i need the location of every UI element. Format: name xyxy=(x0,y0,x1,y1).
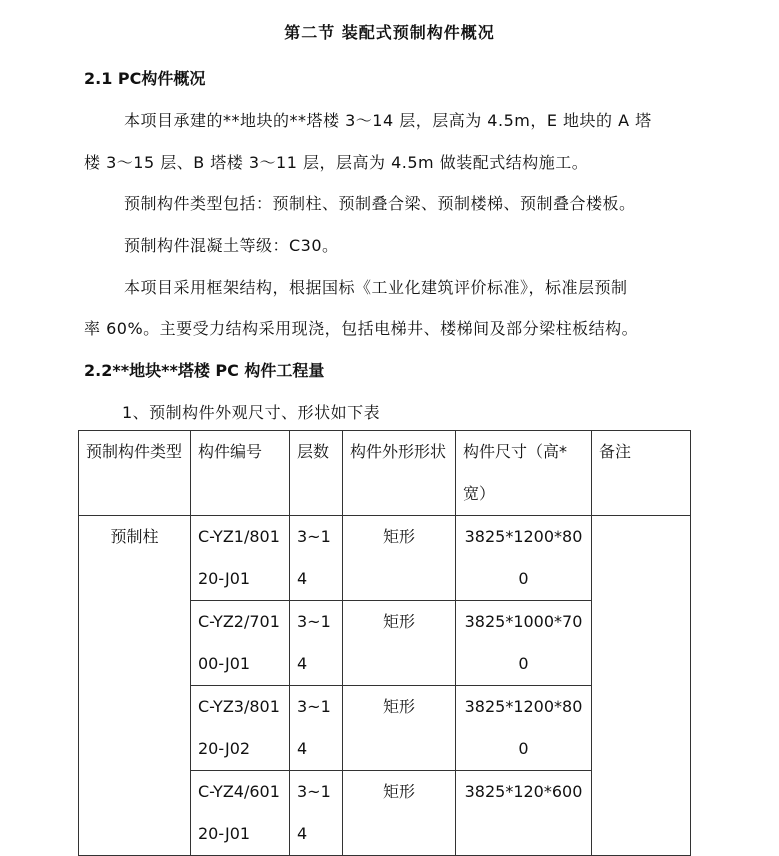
code-cell: C-YZ4/60120-J01 xyxy=(191,771,290,856)
table-row xyxy=(79,516,691,601)
paragraph-line: 预制构件类型包括：预制柱、预制叠合梁、预制楼梯、预制叠合楼板。 xyxy=(124,194,636,213)
header-remarks: 备注 xyxy=(592,431,691,516)
code-cell: C-YZ1/80120-J01 xyxy=(191,516,290,601)
paragraph-line: 预制构件混凝土等级：C30。 xyxy=(124,236,339,255)
group-cell-precast-column: 预制柱 xyxy=(79,516,191,856)
header-code: 构件编号 xyxy=(191,431,290,516)
header-floors: 层数 xyxy=(290,431,343,516)
paragraph-line: 本项目采用框架结构，根据国标《工业化建筑评价标准》，标准层预制 xyxy=(124,278,628,297)
size-cell: 3825*120*600 xyxy=(456,771,592,856)
size-cell: 3825*1200*800 xyxy=(456,686,592,771)
shape-cell: 矩形 xyxy=(343,601,456,686)
size-cell: 3825*1200*800 xyxy=(456,516,592,601)
code-cell: C-YZ2/70100-J01 xyxy=(191,601,290,686)
shape-cell: 矩形 xyxy=(343,686,456,771)
size-cell: 3825*1000*700 xyxy=(456,601,592,686)
floors-cell: 3~14 xyxy=(290,771,343,856)
shape-cell: 矩形 xyxy=(343,516,456,601)
header-shape: 构件外形形状 xyxy=(343,431,456,516)
floors-cell: 3~14 xyxy=(290,601,343,686)
remarks-cell xyxy=(592,516,691,856)
header-size: 构件尺寸（高*宽） xyxy=(456,431,592,516)
table-header-row xyxy=(79,431,691,516)
table-intro: 1、预制构件外观尺寸、形状如下表 xyxy=(122,403,381,422)
paragraph-line: 楼 3～15 层、B 塔楼 3～11 层，层高为 4.5m 做装配式结构施工。 xyxy=(84,153,589,172)
header-type: 预制构件类型 xyxy=(79,431,191,516)
floors-cell: 3~14 xyxy=(290,686,343,771)
section-heading-2-2: 2.2**地块**塔楼 PC 构件工程量 xyxy=(84,361,325,380)
section-heading-2-1: 2.1 PC构件概况 xyxy=(84,69,206,88)
code-cell: C-YZ3/80120-J02 xyxy=(191,686,290,771)
paragraph-line: 本项目承建的**地块的**塔楼 3～14 层，层高为 4.5m，E 地块的 A 塔 xyxy=(124,111,652,130)
page-title: 第二节 装配式预制构件概况 xyxy=(284,23,495,42)
shape-cell: 矩形 xyxy=(343,771,456,856)
floors-cell: 3~14 xyxy=(290,516,343,601)
paragraph-line: 率 60%。主要受力结构采用现浇，包括电梯井、楼梯间及部分梁柱板结构。 xyxy=(84,319,639,338)
component-spec-table xyxy=(78,430,691,856)
